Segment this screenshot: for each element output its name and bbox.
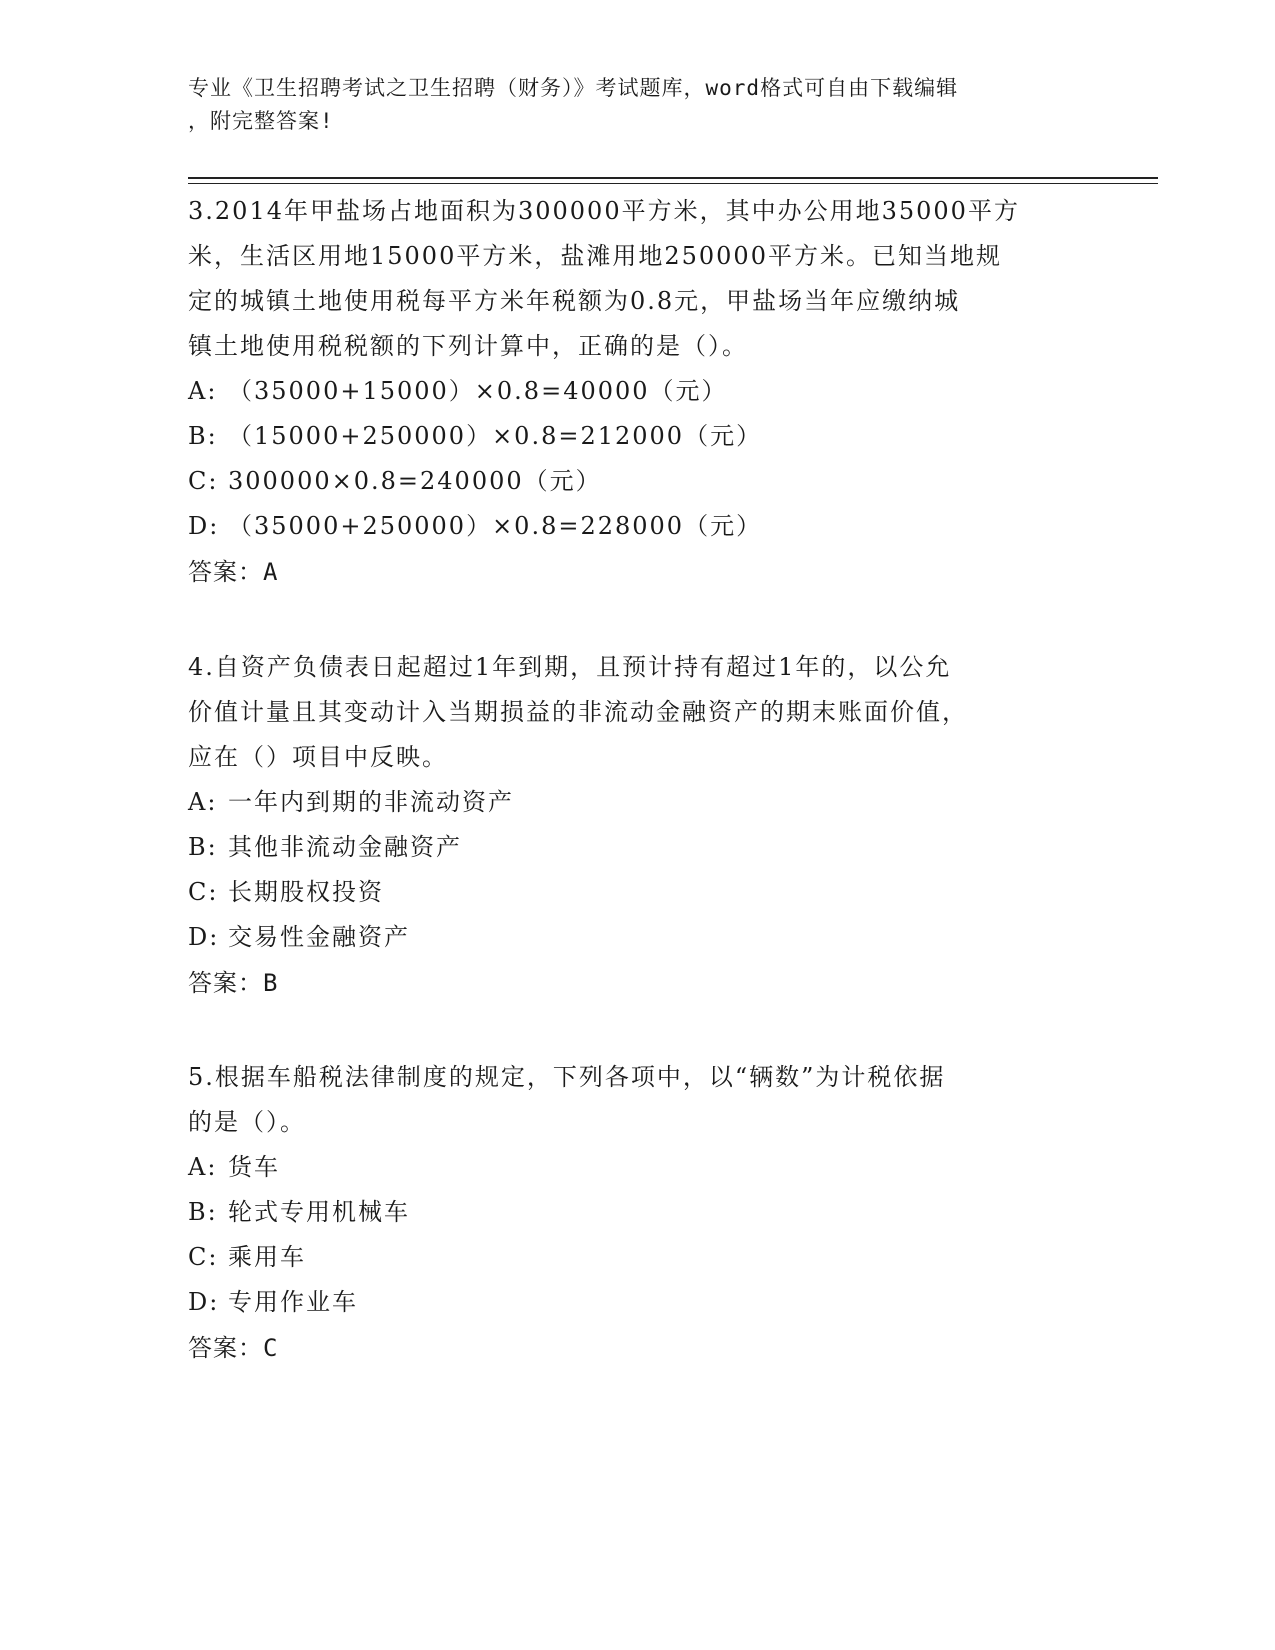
option-letter: A:	[188, 377, 218, 405]
question-stem-line: 米，生活区用地15000平方米，盐滩用地250000平方米。已知当地规	[188, 242, 1002, 270]
question-4	[188, 645, 1088, 1006]
option-c	[188, 1235, 1088, 1280]
option-text: 交易性金融资产	[228, 923, 410, 951]
question-stem-line: 镇土地使用税税额的下列计算中，正确的是（）。	[188, 332, 748, 360]
option-letter: A:	[188, 1153, 218, 1181]
option-b	[188, 1190, 1088, 1235]
option-a	[188, 369, 1088, 414]
question-stem-line: 5.根据车船税法律制度的规定，下列各项中，以“辆数”为计税依据	[188, 1063, 946, 1091]
option-text: 轮式专用机械车	[228, 1198, 410, 1226]
question-stem-line: 的是（）。	[188, 1108, 306, 1136]
option-letter: D:	[188, 512, 220, 540]
option-letter: C:	[188, 878, 219, 906]
option-text: 300000×0.8=240000（元）	[228, 467, 602, 495]
option-b	[188, 414, 1088, 459]
option-letter: B:	[188, 422, 218, 450]
option-a	[188, 780, 1088, 825]
header-title-line-2: ，附完整答案!	[188, 109, 334, 133]
option-letter: D:	[188, 1288, 220, 1316]
option-text: 其他非流动金融资产	[228, 833, 462, 861]
option-letter: D:	[188, 923, 220, 951]
option-text: 长期股权投资	[228, 878, 384, 906]
question-5	[188, 1055, 1088, 1371]
option-text: 专用作业车	[228, 1288, 358, 1316]
header-divider-thin	[188, 183, 1158, 184]
question-stem-line: 3.2014年甲盐场占地面积为300000平方米，其中办公用地35000平方	[188, 197, 1020, 225]
option-letter: A:	[188, 788, 218, 816]
option-c	[188, 870, 1088, 915]
option-letter: C:	[188, 1243, 219, 1271]
option-letter: B:	[188, 833, 218, 861]
option-a	[188, 1145, 1088, 1190]
option-d	[188, 1280, 1088, 1325]
option-text: （15000+250000）×0.8=212000（元）	[228, 422, 763, 450]
answer-line: 答案：C	[188, 1334, 279, 1362]
option-d	[188, 504, 1088, 549]
option-text: （35000+250000）×0.8=228000（元）	[228, 512, 763, 540]
option-letter: C:	[188, 467, 219, 495]
question-stem-line: 4.自资产负债表日起超过1年到期，且预计持有超过1年的，以公允	[188, 653, 952, 681]
option-text: 货车	[228, 1153, 280, 1181]
option-text: 乘用车	[228, 1243, 306, 1271]
option-letter: B:	[188, 1198, 218, 1226]
document-header	[188, 72, 1088, 138]
question-stem-line: 应在（）项目中反映。	[188, 743, 448, 771]
option-d	[188, 915, 1088, 960]
option-b	[188, 825, 1088, 870]
question-stem-line: 价值计量且其变动计入当期损益的非流动金融资产的期末账面价值，	[188, 698, 968, 726]
option-text: （35000+15000）×0.8=40000（元）	[228, 377, 728, 405]
answer-line: 答案：A	[188, 558, 279, 586]
header-divider-thick	[188, 177, 1158, 179]
option-text: 一年内到期的非流动资产	[228, 788, 514, 816]
question-stem-line: 定的城镇土地使用税每平方米年税额为0.8元，甲盐场当年应缴纳城	[188, 287, 961, 315]
answer-line: 答案：B	[188, 969, 279, 997]
question-3	[188, 189, 1088, 595]
header-title-line-1: 专业《卫生招聘考试之卫生招聘（财务）》考试题库，word格式可自由下载编辑	[188, 76, 959, 100]
option-c	[188, 459, 1088, 504]
